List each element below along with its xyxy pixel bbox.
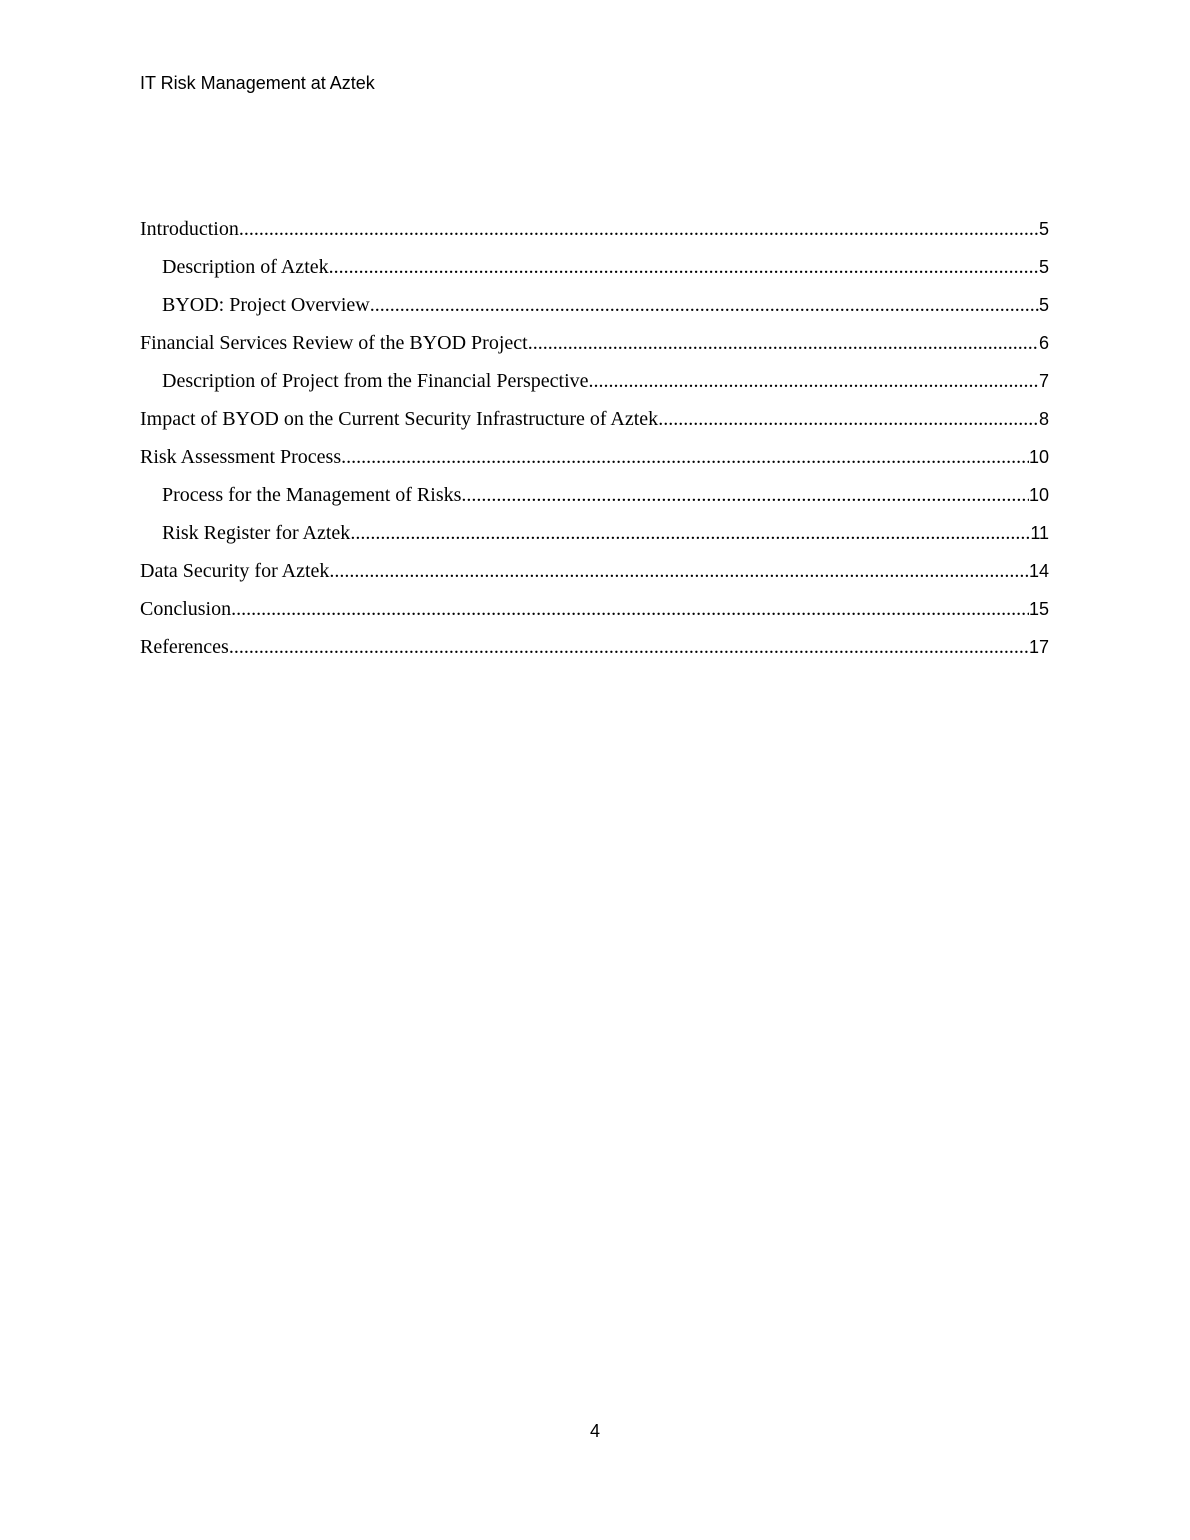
toc-dot-leader [528, 324, 1039, 362]
toc-dot-leader [239, 210, 1039, 248]
toc-entry-title: Impact of BYOD on the Current Security Infrastructure of Aztek [140, 408, 659, 430]
toc-entry-title: Process for the Management of Risks [162, 484, 462, 506]
toc-entry-page: 5 [1038, 219, 1049, 239]
toc-dot-leader [329, 248, 1039, 286]
toc-entry-title: Description of Aztek [162, 256, 329, 278]
toc-entry-page: 14 [1028, 561, 1049, 581]
toc-entry-risk-assessment-process[interactable] [140, 438, 1049, 476]
toc-entry-management-of-risks[interactable] [140, 476, 1049, 514]
toc-entry-page: 6 [1038, 333, 1049, 353]
table-of-contents [140, 210, 1049, 666]
toc-entry-page: 15 [1028, 599, 1049, 619]
toc-entry-title: Description of Project from the Financial Perspective [162, 370, 589, 392]
toc-entry-title: References [140, 636, 229, 658]
toc-entry-risk-register[interactable] [140, 514, 1049, 552]
toc-entry-data-security[interactable] [140, 552, 1049, 590]
toc-dot-leader [231, 590, 1029, 628]
toc-entry-byod-project-overview[interactable] [140, 286, 1049, 324]
toc-dot-leader [589, 362, 1039, 400]
toc-entry-impact-of-byod[interactable] [140, 400, 1049, 438]
toc-entry-financial-perspective[interactable] [140, 362, 1049, 400]
toc-entry-page: 5 [1038, 257, 1049, 277]
toc-entry-references[interactable] [140, 628, 1049, 666]
toc-dot-leader [658, 400, 1039, 438]
toc-dot-leader [350, 514, 1030, 552]
toc-entry-page: 5 [1038, 295, 1049, 315]
toc-entry-title: Risk Assessment Process [140, 446, 342, 468]
toc-entry-financial-services-review[interactable] [140, 324, 1049, 362]
toc-entry-title: Data Security for Aztek [140, 560, 330, 582]
toc-entry-page: 10 [1028, 485, 1049, 505]
toc-entry-title: Introduction [140, 218, 239, 240]
toc-entry-page: 11 [1030, 523, 1049, 543]
toc-entry-title: Risk Register for Aztek [162, 522, 351, 544]
toc-entry-description-of-aztek[interactable] [140, 248, 1049, 286]
document-header-title: IT Risk Management at Aztek [140, 73, 375, 93]
toc-dot-leader [461, 476, 1029, 514]
page-number: 4 [589, 1421, 600, 1441]
toc-entry-page: 8 [1038, 409, 1049, 429]
toc-entry-title: Conclusion [140, 598, 232, 620]
toc-entry-title: BYOD: Project Overview [162, 294, 370, 316]
toc-entry-page: 17 [1028, 637, 1049, 657]
toc-entry-conclusion[interactable] [140, 590, 1049, 628]
toc-entry-introduction[interactable] [140, 210, 1049, 248]
toc-dot-leader [341, 438, 1029, 476]
toc-dot-leader [329, 552, 1029, 590]
toc-dot-leader [229, 628, 1029, 666]
toc-entry-page: 7 [1038, 371, 1049, 391]
toc-entry-page: 10 [1028, 447, 1049, 467]
toc-entry-title: Financial Services Review of the BYOD Project [140, 332, 528, 354]
toc-dot-leader [370, 286, 1039, 324]
